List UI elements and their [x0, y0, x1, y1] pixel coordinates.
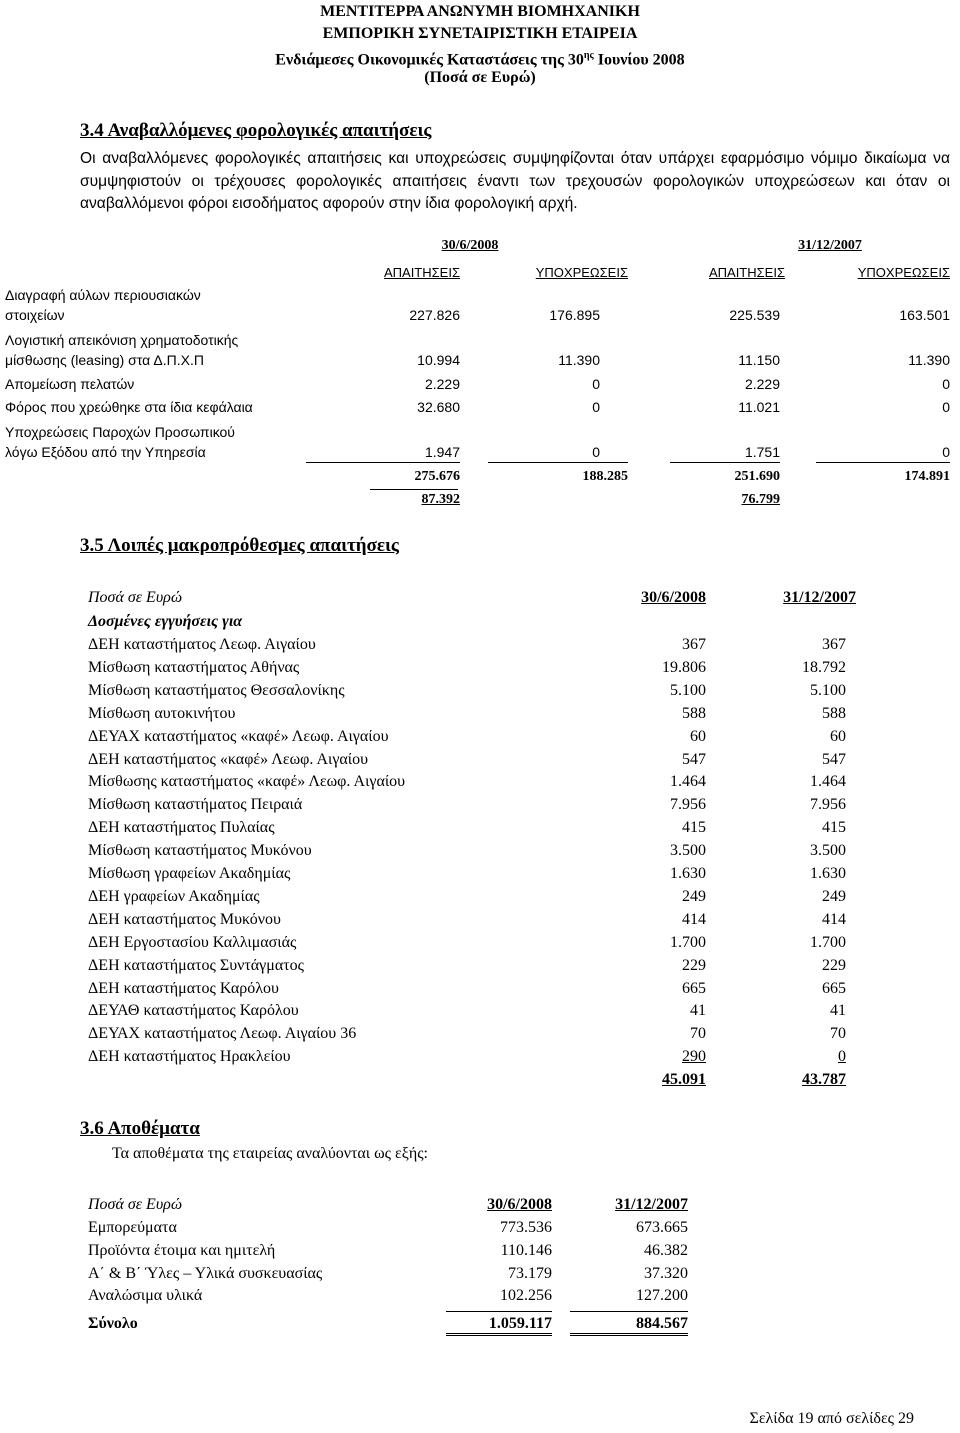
row5-label-cont: λόγω Εξόδου από την Υπηρεσία [5, 444, 206, 460]
t2-currency-label: Ποσά σε Ευρώ [88, 589, 182, 606]
t2-row-label: ΔΕΗ καταστήματος Καρόλου [88, 979, 279, 997]
t2-row-value-2007: 229 [822, 956, 846, 974]
t2-row-value-2007: 1.700 [810, 933, 846, 951]
t3-total-2: 884.567 [570, 1315, 688, 1336]
t2-row-value-2007: 1.464 [810, 773, 846, 791]
t2-row-label: Μίσθωση γραφείων Ακαδημίας [88, 865, 291, 882]
t2-row-value-2008: 415 [682, 819, 706, 837]
t2-row-value-2007: 1.630 [810, 865, 846, 882]
t2-row-label: ΔΕΗ Εργοστασίου Καλλιμασιάς [88, 933, 297, 951]
row2-label: Λογιστική απεικόνιση χρηματοδοτικής [5, 332, 239, 348]
company-name-line2: ΕΜΠΟΡΙΚΗ ΣΥΝΕΤΑΙΡΙΣΤΙΚΗ ΕΤΑΙΡΕΙΑ [322, 25, 638, 42]
t3-total-1: 1.059.117 [446, 1315, 552, 1336]
t2-row-label: ΔΕΗ καταστήματος Πυλαίας [88, 819, 275, 837]
total-rule-2 [488, 462, 628, 463]
t2-period1: 30/6/2008 [641, 589, 706, 606]
t2-row-value-2007: 5.100 [810, 681, 846, 699]
statements-title-date: Ιουνίου 2008 [593, 51, 685, 69]
t3-rule-2 [570, 1311, 688, 1312]
net-rule-1 [370, 489, 458, 490]
t2-row-label: Μίσθωση αυτοκινήτου [88, 704, 236, 722]
t2-row-label: ΔΕΥΑΧ καταστήματος «καφέ» Λεωφ. Αιγαίου [88, 727, 389, 745]
t2-row-label: Μίσθωση καταστήματος Πειραιά [88, 796, 303, 814]
total-v3: 251.690 [734, 469, 780, 484]
t2-row-label: Μίσθωση καταστήματος Θεσσαλονίκης [88, 681, 345, 699]
t3-rule-1 [446, 1311, 552, 1312]
row5-v2: 0 [592, 444, 600, 460]
net-v2: 76.799 [741, 492, 780, 507]
section-3-4-paragraph: Οι αναβαλλόμενες φορολογικές απαιτήσεις και υποχρεώσεις συμψηφίζονται όταν υπάρχει εφαρμόσιμο νόμιμο δικαίωμα να συμψηφιστούν οι τρέχουσες φορολογικές απαιτήσεις έναντι των τρεχουσών φορολογικών υποχρεώσεων και όταν οι αναβαλλόμενοι φόροι εισοδήματος αφορούν στην ίδια φορολογική αρχή. [80, 150, 950, 212]
t2-row-value-2008: 414 [682, 910, 706, 928]
row1-v1: 227.826 [409, 307, 460, 323]
row2-v4: 11.390 [908, 352, 950, 368]
t3-row-value-2007: 37.320 [644, 1264, 688, 1282]
total-v2: 188.285 [582, 469, 628, 484]
t2-row-value-2008: 19.806 [662, 658, 706, 676]
row3-v1: 2.229 [424, 376, 460, 392]
t2-row-value-2007: 547 [822, 750, 846, 768]
t2-row-value-2008: 7.956 [670, 796, 706, 814]
t3-total-label: Σύνολο [88, 1315, 138, 1332]
t2-row-value-2008: 229 [682, 956, 706, 974]
col-header-3: ΑΠΑΙΤΗΣΕΙΣ [708, 265, 785, 280]
row2-label-cont: μίσθωσης (leasing) στα Δ.Π.Χ.Π [5, 352, 204, 368]
row1-v3: 225.539 [729, 307, 780, 323]
t2-row-value-2007: 18.792 [802, 658, 846, 676]
t2-row-value-2008: 1.700 [670, 933, 706, 951]
t2-row-value-2008: 290 [682, 1048, 706, 1066]
t3-row-value-2008: 73.179 [508, 1264, 552, 1282]
t2-row-value-2008: 249 [682, 887, 706, 905]
t2-row-label: ΔΕΗ καταστήματος Μυκόνου [88, 910, 281, 928]
section-3-6-title: 3.6 Αποθέματα [80, 1118, 200, 1139]
t2-period2: 31/12/2007 [783, 589, 856, 606]
row5-label: Υποχρεώσεις Παροχών Προσωπικού [5, 424, 235, 440]
company-name-line1: ΜΕΝΤΙΤΕΡΡΑ ΑΝΩΝΥΜΗ ΒΙΟΜΗΧΑΝΙΚΗ [320, 3, 640, 20]
t2-row-value-2007: 367 [822, 636, 846, 653]
col-header-1: ΑΠΑΙΤΗΣΕΙΣ [383, 265, 460, 280]
t2-row-value-2007: 414 [822, 910, 846, 928]
row3-v4: 0 [942, 376, 950, 392]
t3-row-label: Προϊόντα έτοιμα και ημιτελή [88, 1241, 276, 1259]
t2-row-value-2008: 588 [682, 704, 706, 722]
section-3-6-intro: Τα αποθέματα της εταιρείας αναλύονται ως εξής: [112, 1145, 428, 1162]
t3-row-label: Αναλώσιμα υλικά [88, 1287, 203, 1305]
t2-row-label: Μίσθωση καταστήματος Μυκόνου [88, 842, 312, 860]
t2-row-value-2008: 3.500 [670, 842, 706, 860]
t2-row-value-2008: 367 [682, 636, 706, 653]
row3-v2: 0 [592, 376, 600, 392]
t2-row-label: Μίσθωση καταστήματος Αθήνας [88, 658, 300, 676]
net-v1: 87.392 [421, 492, 460, 507]
row5-v1: 1.947 [424, 444, 460, 460]
t3-row-value-2007: 127.200 [636, 1287, 688, 1305]
t2-row-value-2008: 41 [690, 1002, 706, 1020]
row4-v2: 0 [592, 399, 600, 415]
t2-row-value-2008: 70 [690, 1025, 706, 1043]
t2-row-value-2007: 7.956 [810, 796, 846, 814]
row2-v1: 10.994 [417, 352, 460, 368]
t2-row-label: Μίσθωσης καταστήματος «καφέ» Λεωφ. Αιγαίου [88, 773, 406, 791]
statements-title-text: Ενδιάμεσες Οικονομικές Καταστάσεις της 30 [275, 51, 584, 69]
t2-row-value-2008: 665 [682, 979, 706, 997]
row4-v3: 11.021 [738, 399, 780, 415]
t3-row-label: Α΄ & Β΄ Ύλες – Υλικά συσκευασίας [88, 1264, 323, 1282]
row3-v3: 2.229 [744, 376, 780, 392]
section-3-4-title: 3.4 Αναβαλλόμενες φορολογικές απαιτήσεις [80, 120, 432, 141]
t3-row-value-2008: 110.146 [500, 1241, 552, 1259]
t2-row-value-2007: 60 [830, 727, 846, 745]
t2-row-value-2008: 1.630 [670, 865, 706, 882]
row5-v4: 0 [942, 444, 950, 460]
t2-row-value-2007: 70 [830, 1025, 846, 1043]
t2-row-label: ΔΕΗ καταστήματος Συντάγματος [88, 956, 304, 974]
period1-header: 30/6/2008 [441, 238, 499, 253]
t2-row-label: ΔΕΗ καταστήματος Ηρακλείου [88, 1048, 291, 1066]
col-header-2: ΥΠΟΧΡΕΩΣΕΙΣ [535, 265, 628, 280]
t2-row-label: ΔΕΗ γραφείων Ακαδημίας [88, 887, 260, 905]
row2-v2: 11.390 [558, 352, 600, 368]
t2-row-value-2008: 1.464 [670, 773, 706, 791]
row1-v2: 176.895 [549, 307, 600, 323]
t2-subheading: Δοσμένες εγγυήσεις για [88, 613, 243, 630]
t3-period1: 30/6/2008 [487, 1196, 552, 1213]
t2-row-value-2008: 60 [690, 727, 706, 745]
t2-row-label: ΔΕΥΑΧ καταστήματος Λεωφ. Αιγαίου 36 [88, 1025, 357, 1043]
row4-v1: 32.680 [417, 399, 460, 415]
row5-v3: 1.751 [744, 444, 780, 460]
row4-v4: 0 [942, 399, 950, 415]
total-v1: 275.676 [414, 469, 460, 484]
t3-row-value-2007: 673.665 [636, 1219, 688, 1236]
section-3-5-title: 3.5 Λοιπές μακροπρόθεσμες απαιτήσεις [80, 535, 399, 556]
t2-row-value-2007: 665 [822, 979, 846, 997]
t2-row-value-2007: 41 [830, 1002, 846, 1020]
t2-row-value-2007: 0 [838, 1048, 846, 1066]
row3-label: Απομείωση πελατών [5, 376, 135, 392]
t2-row-value-2007: 3.500 [810, 842, 846, 860]
t2-total-2: 43.787 [802, 1071, 846, 1088]
row2-v3: 11.150 [738, 352, 780, 368]
t2-row-label: ΔΕΗ καταστήματος Λεωφ. Αιγαίου [88, 636, 316, 653]
row1-label-cont: στοιχείων [5, 307, 65, 323]
t2-row-value-2007: 588 [822, 704, 846, 722]
t2-row-value-2007: 415 [822, 819, 846, 837]
t2-row-value-2008: 547 [682, 750, 706, 768]
t3-period2: 31/12/2007 [615, 1196, 688, 1213]
currency-note: (Ποσά σε Ευρώ) [424, 69, 536, 86]
t3-currency-label: Ποσά σε Ευρώ [88, 1196, 182, 1213]
row1-label: Διαγραφή αύλων περιουσιακών [5, 287, 201, 303]
total-rule-4 [816, 462, 950, 463]
t3-row-value-2008: 773.536 [500, 1219, 552, 1236]
t3-row-value-2007: 46.382 [644, 1241, 688, 1259]
col-header-4: ΥΠΟΧΡΕΩΣΕΙΣ [857, 265, 950, 280]
row4-label: Φόρος που χρεώθηκε στα ίδια κεφάλαια [5, 399, 253, 415]
t2-row-label: ΔΕΗ καταστήματος «καφέ» Λεωφ. Αιγαίου [88, 750, 368, 768]
t2-total-1: 45.091 [662, 1071, 706, 1088]
t3-row-value-2008: 102.256 [500, 1287, 552, 1305]
total-rule-1 [306, 462, 460, 463]
t2-row-label: ΔΕΥΑΘ καταστήματος Καρόλου [88, 1002, 299, 1020]
period2-header: 31/12/2007 [798, 238, 862, 253]
t2-row-value-2007: 249 [822, 887, 846, 905]
statements-title-sup: ης [583, 50, 594, 61]
t3-row-label: Εμπορεύματα [88, 1219, 177, 1236]
page-footer: Σελίδα 19 από σελίδες 29 [749, 1410, 914, 1427]
row1-v4: 163.501 [899, 307, 950, 323]
total-v4: 174.891 [904, 469, 950, 484]
t2-row-value-2008: 5.100 [670, 681, 706, 699]
total-rule-3 [670, 462, 780, 463]
